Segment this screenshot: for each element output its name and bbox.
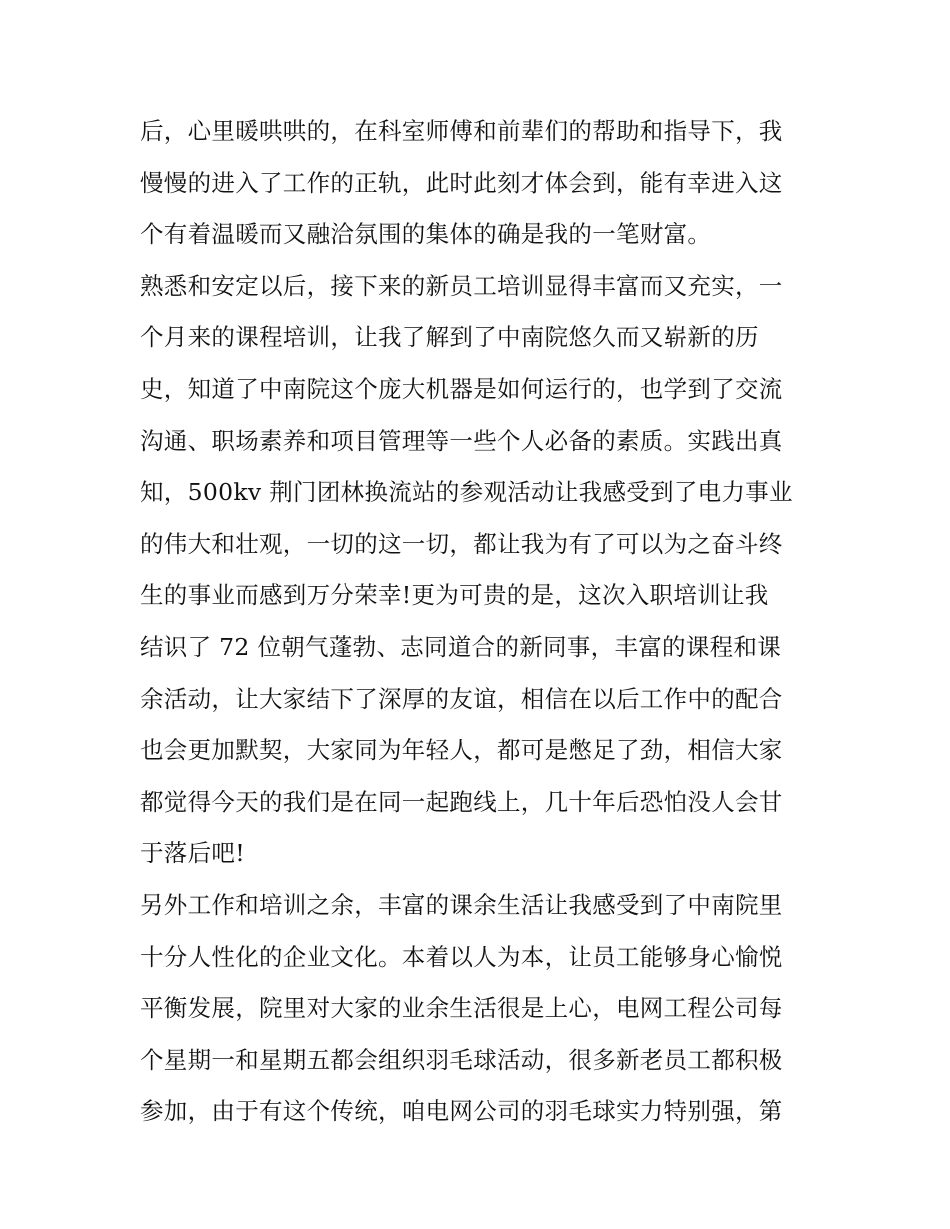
text-line: 后，心里暖哄哄的，在科室师傅和前辈们的帮助和指导下，我 [140, 117, 783, 145]
text-line: 十分人性化的企业文化。本着以人为本，让员工能够身心愉悦 [140, 942, 783, 971]
text-line: 沟通、职场素养和项目管理等一些个人必备的素质。实践出真 [140, 426, 783, 455]
text-line: 都觉得今天的我们是在同一起跑线上，几十年后恐怕没人会甘 [140, 787, 783, 816]
text-line: 参加，由于有这个传统，咱电网公司的羽毛球实力特别强，第 [140, 1097, 783, 1126]
text-line: 个有着温暖而又融洽氛围的集体的确是我的一笔财富。 [140, 220, 712, 249]
body-text [140, 106, 820, 1138]
text-line: 熟悉和安定以后，接下来的新员工培训显得丰富而又充实，一 [140, 271, 783, 300]
text-line: 个月来的课程培训，让我了解到了中南院悠久而又崭新的历 [140, 323, 759, 352]
text-line: 知，500kv 荆门团林换流站的参观活动让我感受到了电力事业 [140, 478, 793, 507]
text-line: 平衡发展，院里对大家的业余生活很是上心，电网工程公司每 [140, 994, 783, 1023]
text-line: 结识了 72 位朝气蓬勃、志同道合的新同事，丰富的课程和课 [140, 632, 782, 661]
text-line: 也会更加默契，大家同为年轻人，都可是憋足了劲，相信大家 [140, 736, 783, 765]
text-line: 慢慢的进入了工作的正轨，此时此刻才体会到，能有幸进入这 [140, 168, 783, 197]
text-line: 另外工作和培训之余，丰富的课余生活让我感受到了中南院里 [140, 890, 783, 919]
text-line: 余活动，让大家结下了深厚的友谊，相信在以后工作中的配合 [140, 684, 783, 713]
text-line: 生的事业而感到万分荣幸!更为可贵的是，这次入职培训让我 [140, 581, 769, 610]
text-line: 个星期一和星期五都会组织羽毛球活动，很多新老员工都积极 [140, 1045, 783, 1074]
text-line: 史，知道了中南院这个庞大机器是如何运行的，也学到了交流 [140, 374, 783, 403]
text-line: 于落后吧! [140, 839, 245, 868]
text-line: 的伟大和壮观，一切的这一切，都让我为有了可以为之奋斗终 [140, 529, 783, 558]
